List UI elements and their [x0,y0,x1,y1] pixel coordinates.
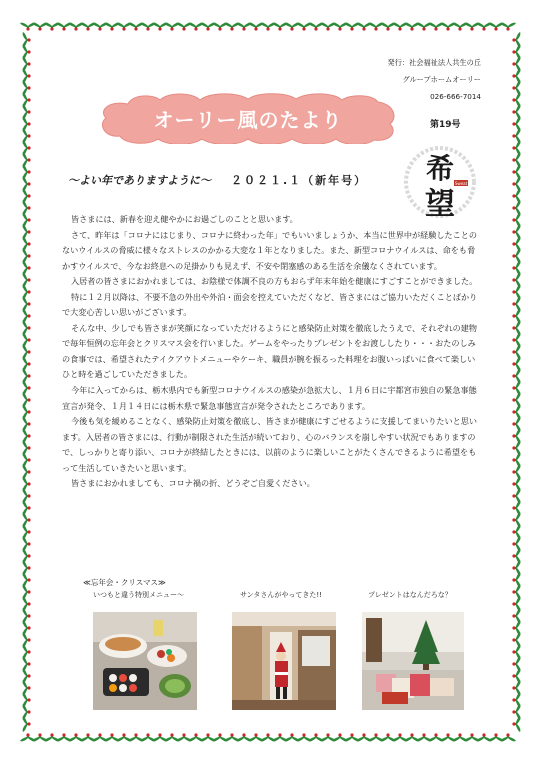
presents-photo [362,612,464,710]
gallery-caption: ≪忘年会・クリスマス≫ [83,578,166,587]
emblem-seal: Sweat [454,181,468,186]
paragraph: 特に１２月以降は、不要不急の外出や外泊・面会を控えていただくなど、皆さまにはご協力いただくことばかりで大変心苦しい思いがございます。 [62,291,478,318]
photo-caption-2: サンタさんがやってきた!! [240,591,322,599]
santa-visit-photo [232,612,336,710]
headline-text: ～よい年でありますように～ [68,174,211,187]
holly-sprig [23,716,31,732]
party-food-photo [93,612,197,710]
headline [68,172,367,188]
holly-sprig [500,23,516,31]
sender-facility: グループホームオーリー [402,75,481,84]
photo-caption-3: プレゼントはなんだろな？ [368,591,452,599]
paragraph: 今後も気を緩めることなく、感染防止対策を徹底し、皆さまが健康にすごせるように支援してまいりたいと思います。入居者の皆さまには、行動が制限された生活が続いており、心のバランスを崩しやすい状況でもありますので、しっかりと寄り添い、コロナが終結したときには、以前のように楽しいことがたくさんできるように希望をもって生活していきたいと思います。 [62,416,478,473]
sender-block [388,54,481,105]
emblem-char-1: 希 [425,152,455,185]
headline-date: ２０２１.１（新年号） [231,174,368,187]
sender-phone: 026-666-7014 [430,92,481,101]
holly-sprig [500,733,516,741]
paragraph: 皆さまには、新春を迎え健やかにお過ごしのことと思います。 [70,214,298,224]
holly-sprig [512,716,520,732]
paragraph: 入居者の皆さまにおかれましては、お陰様で体調不良の方もおらず年末年始を健康にすごすことができました。 [70,276,478,287]
body-text [62,212,480,492]
paragraph: 皆さまにおかれましても、コロナ禍の折、どうぞご自愛ください。 [70,478,315,489]
paragraph: 今年に入ってからは、栃木県内でも新型コロナウイルスの感染が急拡大し、１月６日に宇都宮市独自の緊急事態宣言が発令、１月１４日には栃木県で緊急事態宣言が発令されたところであります。 [62,385,477,411]
photo-caption-1: いつもと違う特別メニュー～ [93,591,184,599]
newsletter-title: オーリー風のたより [153,107,343,132]
issue-number: 第19号 [430,120,461,130]
emblem-char-2: 望 [425,187,455,222]
sender-org: 発行：社会福祉法人共生の丘 [387,58,481,67]
paragraph: さて、昨年は「コロナにはじまり、コロナに終わった年」でもいいましょうか、本当に世界中が経験したことのないウイルスの脅威に様々なストレスのかかる大変な１年となりました。また、新型コロナウイルスは、命をも脅かすウイルスで、今なお終息への足掛かりも見えず、不安や閉塞感のある生活を余儀なくされています。 [62,229,477,271]
paragraph: そんな中、少しでも皆さまが笑顔になっていただけるようにと感染防止対策を徹底したうえで、それぞれの建物で毎年恒例の忘年会とクリスマス会を行いました。ゲームをやったりプレゼントをお渡ししたり・・・おたのしみの食事では、希望されたテイクアウトメニューやケーキ、職員が腕を振るった料理をお腹いっぱいに食べて楽しいひと時を過ごしていただきました。 [62,322,478,380]
